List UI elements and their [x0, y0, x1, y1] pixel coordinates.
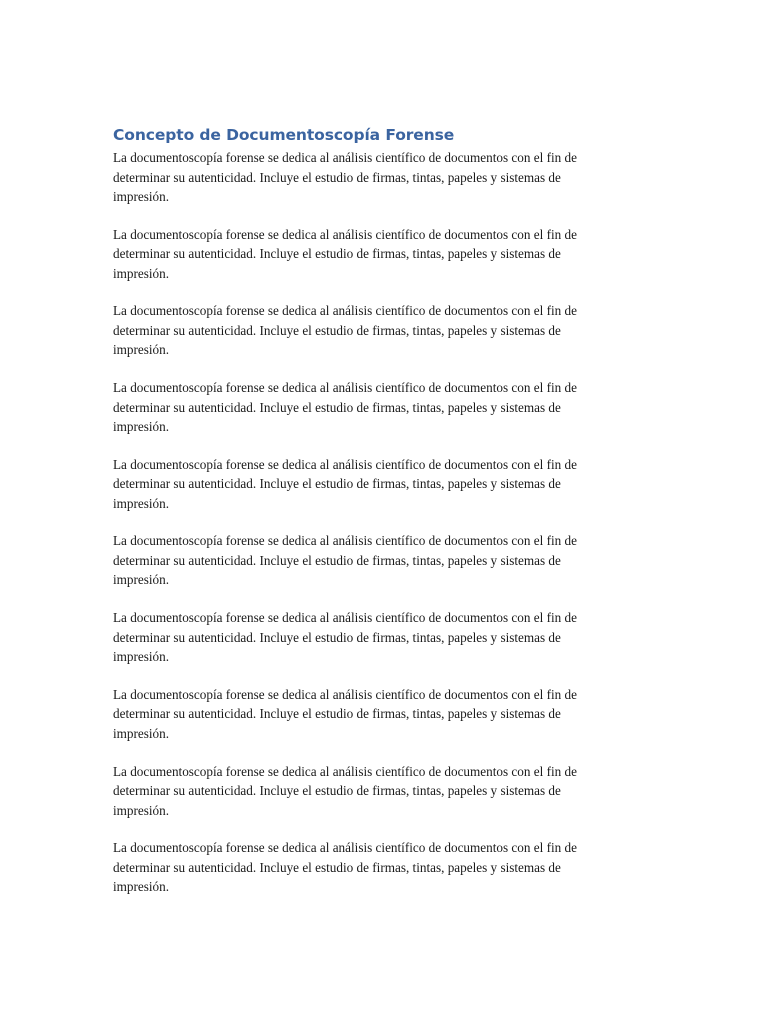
paragraph-line: impresión.	[113, 342, 170, 358]
document-paragraph	[113, 301, 653, 360]
paragraph-line: La documentoscopía forense se dedica al análisis científico de documentos con el fin de	[113, 456, 577, 472]
paragraph-line: La documentoscopía forense se dedica al análisis científico de documentos con el fin de	[113, 303, 577, 319]
document-paragraph	[113, 838, 653, 897]
paragraph-line: impresión.	[113, 879, 170, 895]
document-paragraph	[113, 685, 653, 744]
paragraph-line: La documentoscopía forense se dedica al análisis científico de documentos con el fin de	[113, 610, 577, 626]
paragraph-line: determinar su autenticidad. Incluye el estudio de firmas, tintas, papeles y sistemas de	[113, 476, 561, 492]
paragraph-line: La documentoscopía forense se dedica al análisis científico de documentos con el fin de	[113, 840, 577, 856]
paragraph-line: La documentoscopía forense se dedica al análisis científico de documentos con el fin de	[113, 763, 577, 779]
paragraph-line: determinar su autenticidad. Incluye el estudio de firmas, tintas, papeles y sistemas de	[113, 783, 561, 798]
paragraph-line: impresión.	[113, 265, 170, 281]
document-paragraph	[113, 608, 653, 667]
document-paragraph	[113, 378, 653, 437]
paragraph-line: La documentoscopía forense se dedica al análisis científico de documentos con el fin de	[113, 150, 577, 165]
paragraph-line: determinar su autenticidad. Incluye el estudio de firmas, tintas, papeles y sistemas de	[113, 552, 561, 568]
document-heading: Concepto de Documentoscopía Forense	[113, 126, 455, 144]
document-paragraph	[113, 455, 653, 514]
paragraph-line: determinar su autenticidad. Incluye el estudio de firmas, tintas, papeles y sistemas de	[113, 399, 561, 415]
paragraph-line: determinar su autenticidad. Incluye el estudio de firmas, tintas, papeles y sistemas de	[113, 322, 561, 338]
paragraph-line: La documentoscopía forense se dedica al análisis científico de documentos con el fin de	[113, 226, 577, 242]
document-paragraph	[113, 762, 653, 821]
paragraph-line: impresión.	[113, 419, 170, 435]
paragraph-line: La documentoscopía forense se dedica al análisis científico de documentos con el fin de	[113, 686, 577, 702]
paragraph-line: La documentoscopía forense se dedica al análisis científico de documentos con el fin de	[113, 380, 577, 396]
paragraph-line: determinar su autenticidad. Incluye el estudio de firmas, tintas, papeles y sistemas de	[113, 169, 561, 185]
paragraph-line: impresión.	[113, 189, 170, 204]
document-paragraph	[113, 225, 653, 284]
document-paragraph	[113, 148, 653, 207]
paragraph-line: impresión.	[113, 495, 170, 511]
paragraph-line: determinar su autenticidad. Incluye el estudio de firmas, tintas, papeles y sistemas de	[113, 859, 561, 875]
paragraph-line: impresión.	[113, 802, 170, 818]
paragraph-line: determinar su autenticidad. Incluye el estudio de firmas, tintas, papeles y sistemas de	[113, 246, 561, 262]
paragraph-line: determinar su autenticidad. Incluye el estudio de firmas, tintas, papeles y sistemas de	[113, 706, 561, 722]
paragraph-line: La documentoscopía forense se dedica al análisis científico de documentos con el fin de	[113, 533, 577, 549]
paragraph-line: impresión.	[113, 725, 170, 741]
document-page	[113, 124, 653, 915]
paragraph-line: impresión.	[113, 649, 170, 665]
paragraph-line: determinar su autenticidad. Incluye el estudio de firmas, tintas, papeles y sistemas de	[113, 629, 561, 645]
paragraph-line: impresión.	[113, 572, 170, 588]
document-paragraph	[113, 531, 653, 590]
